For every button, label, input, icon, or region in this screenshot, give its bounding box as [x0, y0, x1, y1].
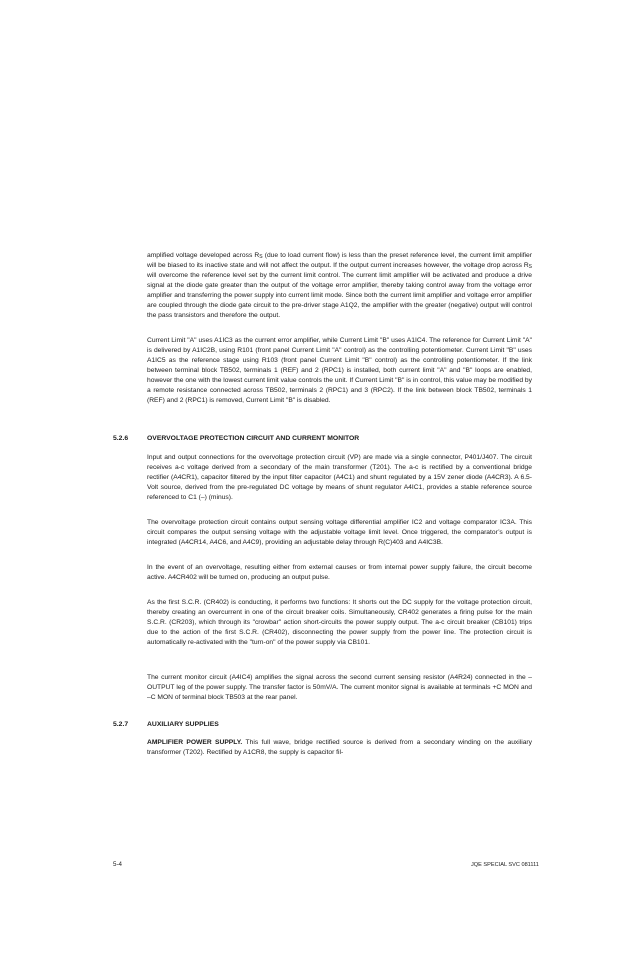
paragraph-ovp-event: In the event of an overvoltage, resulting either from external causes or from internal power supply failure, the circuit become active. A4CR402 will be turned on, producing an output pulse.	[147, 564, 532, 581]
paragraph-current-limit-ab: Current Limit "A" uses A1IC3 as the current error amplifier, while Current Limit "B" uses A1IC4. The reference for Current Limit "A" is delivered by A1IC2B, using R101 (front panel Current Limit "A" control) as the controlling potentiometer. Current Limit "B" uses A1IC5 as the reference stage using R103 (front panel Current Limit "B" control) as the controlling potentiometer. If the link between terminal block TB502, terminals 1 (REF) and 2 (RPC1) is installed, both current limit "A" and "B" loops are enabled, however the one with the lowest current limit value controls the unit. If Current Limit "B" is in control, this value may be modified by a remote resistance connected across TB502, terminals 2 (RPC1) and 3 (RPC2). If the link between block TB502, terminals 1 (REF) and 2 (RPC1) is removed, Current Limit "B" is disabled.	[147, 337, 532, 404]
paragraph-ovp-comparator: The overvoltage protection circuit contains output sensing voltage differential amplifier IC2 and voltage comparator IC3A. This circuit compares the output sensing voltage with the adjustable voltage limit level. Once triggered, the comparator’s output is integrated (A4CR14, A4C6, and A4C9), providing an adjustable delay through R(C)403 and A4IC3B.	[147, 519, 532, 546]
section-title-auxiliary-supplies: AUXILIARY SUPPLIES	[147, 721, 219, 728]
subscript-s: S	[528, 264, 532, 270]
section-number-5-2-6: 5.2.6	[113, 435, 129, 442]
run-in-heading: AMPLIFIER POWER SUPPLY.	[147, 739, 243, 746]
document-id: JQE SPECIAL SVC 081111	[471, 862, 539, 868]
paragraph-current-monitor: The current monitor circuit (A4IC4) amplifies the signal across the second current sensing resistor (A4R24) connected in the –OUTPUT leg of the power supply. The transfer factor is 50mV/A. The current monitor signal is available at terminals +C MON and –C MON of terminal block TB503 at the rear panel.	[147, 674, 532, 701]
paragraph-ovp-connections: Input and output connections for the overvoltage protection circuit (VP) are made via a single connector, P401/J407. The circuit receives a-c voltage derived from a secondary of the main transformer (T201). The a-c is rectified by a conventional bridge rectifier (A4CR1), capacitor filtered by the input filter capacitor (A4C1) and shunt regulated by a 15V zener diode (A4CR3). A 6.5-Volt source, derived from the pre-regulated DC voltage by means of shunt regulator A4IC1, provides a stable reference source referenced to C1 (–) (minus).	[147, 454, 532, 501]
subscript-s: S	[259, 254, 263, 260]
paragraph-amplifier-power-supply: AMPLIFIER POWER SUPPLY. This full wave, bridge rectified source is derived from a secondary winding on the auxiliary transformer (T202). Rectified by A1CR8, the supply is capacitor fil-	[147, 739, 532, 756]
section-title-overvoltage: OVERVOLTAGE PROTECTION CIRCUIT AND CURRENT MONITOR	[147, 435, 360, 442]
paragraph-scr-action: As the first S.C.R. (CR402) is conducting, it performs two functions: It shorts out the DC supply for the voltage protection circuit, thereby creating an overcurrent in one of the circuit breaker coils. Simultaneously, CR402 generates a firing pulse for the main S.C.R. (CR203), which through its "crowbar" action short-circuits the power supply output. The a-c circuit breaker (CB101) trips due to the action of the first S.C.R. (CR402), disconnecting the power supply from the power line. The protection circuit is automatically re-activated with the "turn-on" of the power supply via CB101.	[147, 599, 532, 646]
paragraph-current-limit-intro: amplified voltage developed across $R_S$ (due to load current flow) is less than the preset reference level, the current limit amplifier will be biased to its inactive state and will not affect the output. If the output current increases however, the voltage drop across $R_S$ will overcome the reference level set by the current limit control. The current limit amplifier will be activated and produce a drive signal at the diode gate greater than the output of the voltage error amplifier, thereby taking control away from the voltage error amplifier and transferring the power supply into current limit mode. Since both the current limit amplifier and voltage error amplifier are coupled through the diode gate circuit to the pre-driver stage A1Q2, the amplifier with the greater (negative) output will control the pass transistors and therefore the output.	[147, 252, 532, 319]
page-number: 5-4	[113, 861, 122, 868]
section-number-5-2-7: 5.2.7	[113, 721, 129, 728]
